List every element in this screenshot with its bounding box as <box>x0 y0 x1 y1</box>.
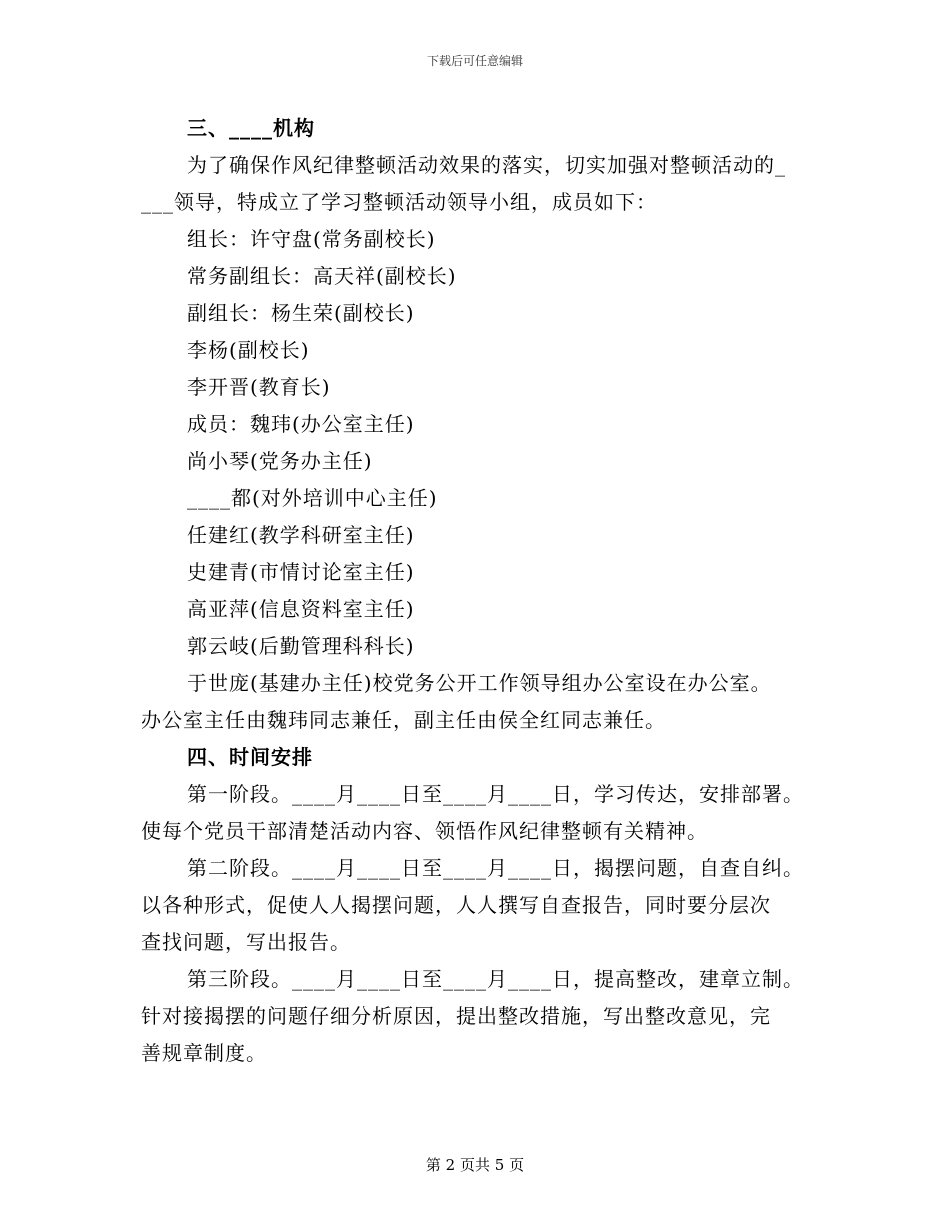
page-header-note: 下载后可任意编辑 <box>426 54 523 68</box>
member-line: 副组长：杨生荣(副校长) <box>187 301 415 325</box>
member-line: 成员：魏玮(办公室主任) <box>187 412 415 436</box>
member-line: 尚小琴(党务办主任) <box>187 449 373 473</box>
member-line: 李杨(副校长) <box>187 338 310 362</box>
paragraph-line: 于世庞(基建办主任)校党务公开工作领导组办公室设在办公室。 <box>187 671 772 695</box>
member-line: 常务副组长：高天祥(副校长) <box>187 264 457 288</box>
member-line: 史建青(市情讨论室主任) <box>187 560 415 584</box>
paragraph-line: 第一阶段。____月____日至____月____日，学习传达，安排部署。 <box>187 782 804 806</box>
paragraph-line: 为了确保作风纪律整顿活动效果的落实，切实加强对整顿活动的_ <box>187 153 786 177</box>
paragraph-line: 第三阶段。____月____日至____月____日，提高整改，建章立制。 <box>187 967 804 991</box>
member-line: 李开晋(教育长) <box>187 375 331 399</box>
paragraph-line: 办公室主任由魏玮同志兼任，副主任由侯全红同志兼任。 <box>141 708 666 732</box>
paragraph-line: 以各种形式，促使人人揭摆问题，人人撰写自查报告，同时要分层次 <box>141 893 771 917</box>
paragraph-line: ___领导，特成立了学习整顿活动领导小组，成员如下： <box>141 190 657 214</box>
section-heading-schedule: 四、时间安排 <box>187 745 313 769</box>
member-line: ____都(对外培训中心主任) <box>187 486 438 510</box>
paragraph-line: 针对接揭摆的问题仔细分析原因，提出整改措施，写出整改意见，完 <box>141 1004 771 1028</box>
paragraph-line: 查找问题，写出报告。 <box>141 930 351 954</box>
member-line: 任建红(教学科研室主任) <box>187 523 415 547</box>
page-number-footer: 第 2 页共 5 页 <box>425 1156 525 1174</box>
section-heading-organization: 三、____机构 <box>187 116 315 140</box>
member-line: 郭云岐(后勤管理科科长) <box>187 634 415 658</box>
member-line: 高亚萍(信息资料室主任) <box>187 597 415 621</box>
paragraph-line: 使每个党员干部清楚活动内容、领悟作风纪律整顿有关精神。 <box>141 819 708 843</box>
paragraph-line: 第二阶段。____月____日至____月____日，揭摆问题，自查自纠。 <box>187 856 804 880</box>
document-body <box>141 110 811 1072</box>
member-line: 组长：许守盘(常务副校长) <box>187 227 436 251</box>
paragraph-line: 善规章制度。 <box>141 1041 267 1065</box>
